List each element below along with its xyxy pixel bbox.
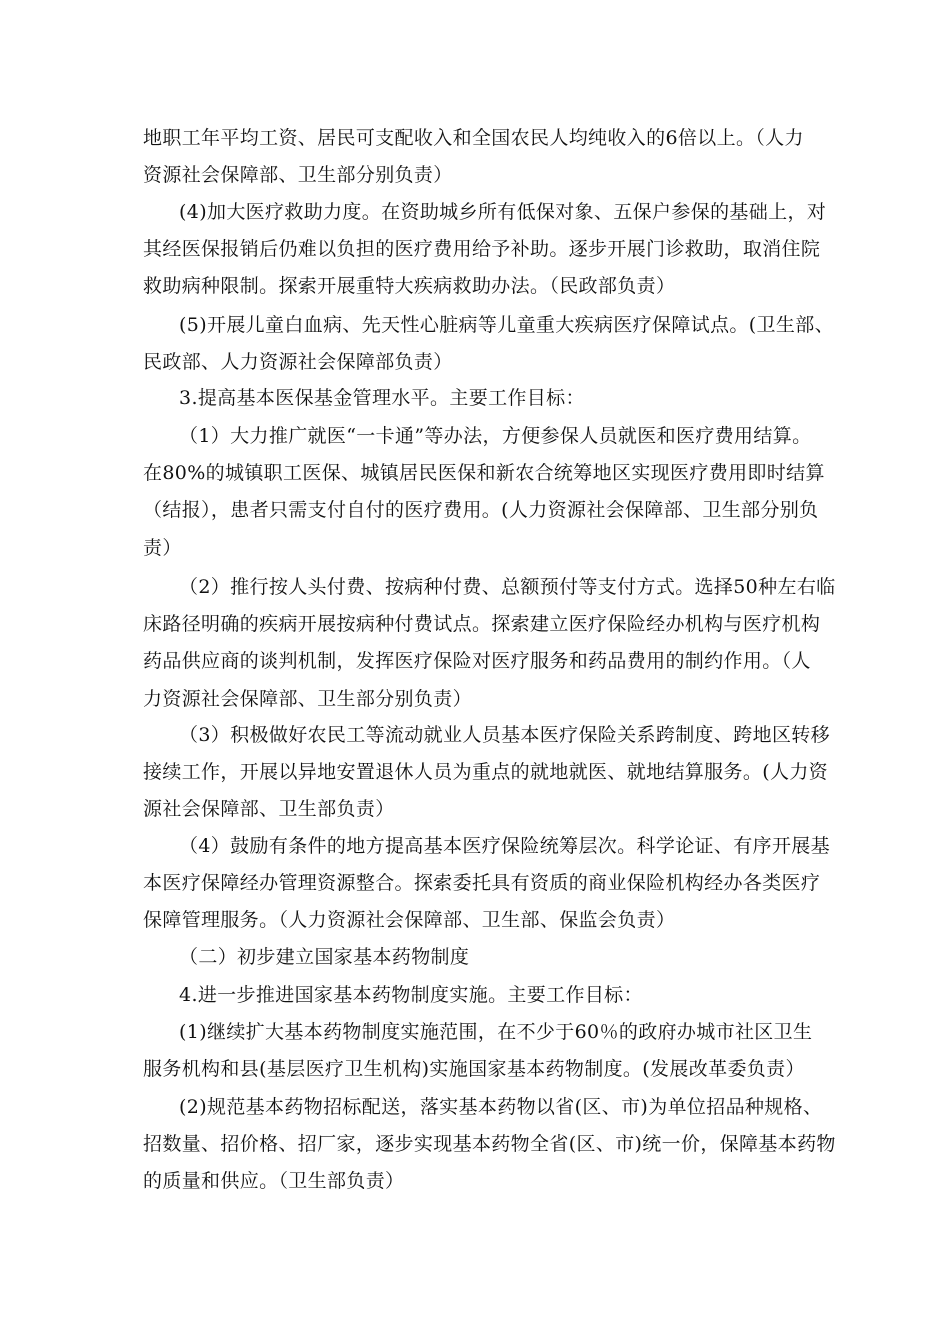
text-line: 3.提高基本医保基金管理水平。主要工作目标： <box>179 387 585 409</box>
text-line: 服务机构和县(基层医疗卫生机构)实施国家基本药物制度。(发展改革委负责） <box>143 1058 805 1080</box>
text-line: （4）鼓励有条件的地方提高基本医疗保险统筹层次。科学论证、有序开展基 <box>179 835 830 857</box>
text-line: 接续工作，开展以异地安置退休人员为重点的就地就医、就地结算服务。(人力资 <box>143 761 829 783</box>
text-line: （3）积极做好农民工等流动就业人员基本医疗保险关系跨制度、跨地区转移 <box>179 724 830 746</box>
text-line: 资源社会保障部、卫生部分别负责） <box>143 164 453 186</box>
text-line: 本医疗保障经办管理资源整合。探索委托具有资质的商业保险机构经办各类医疗 <box>143 872 821 894</box>
text-line: 床路径明确的疾病开展按病种付费试点。探索建立医疗保险经办机构与医疗机构 <box>143 613 821 635</box>
text-line: 其经医保报销后仍难以负担的医疗费用给予补助。逐步开展门诊救助，取消住院 <box>143 238 821 260</box>
text-line: 4.进一步推进国家基本药物制度实施。主要工作目标： <box>179 984 643 1006</box>
text-line: （1）大力推广就医“一卡通”等办法，方便参保人员就医和医疗费用结算。 <box>179 425 812 447</box>
text-line: （结报），患者只需支付自付的医疗费用。(人力资源社会保障部、卫生部分别负 <box>143 499 819 521</box>
text-line: (4)加大医疗救助力度。在资助城乡所有低保对象、五保户参保的基础上，对 <box>179 201 827 223</box>
text-line: (1)继续扩大基本药物制度实施范围，在不少于60％的政府办城市社区卫生 <box>179 1021 813 1043</box>
text-line: 保障管理服务。（人力资源社会保障部、卫生部、保监会负责） <box>143 909 676 931</box>
text-line: （二）初步建立国家基本药物制度 <box>179 946 470 968</box>
text-line: 民政部、人力资源社会保障部负责） <box>143 351 453 373</box>
text-line: 在80%的城镇职工医保、城镇居民医保和新农合统筹地区实现医疗费用即时结算 <box>143 462 825 484</box>
text-line: （2）推行按人头付费、按病种付费、总额预付等支付方式。选择50种左右临 <box>179 576 836 598</box>
text-line: 救助病种限制。探索开展重特大疾病救助办法。（民政部负责） <box>143 275 676 297</box>
text-line: 源社会保障部、卫生部负责） <box>143 798 395 820</box>
text-line: 招数量、招价格、招厂家，逐步实现基本药物全省(区、市)统一价，保障基本药物 <box>143 1133 836 1155</box>
text-line: 地职工年平均工资、居民可支配收入和全国农民人均纯收入的6倍以上。（人力 <box>143 127 804 149</box>
text-line: (5)开展儿童白血病、先天性心脏病等儿童重大疾病医疗保障试点。(卫生部、 <box>179 314 834 336</box>
text-line: 责） <box>143 537 182 559</box>
text-line: (2)规范基本药物招标配送，落实基本药物以省(区、市)为单位招品种规格、 <box>179 1096 823 1118</box>
text-line: 的质量和供应。（卫生部负责） <box>143 1170 405 1192</box>
text-line: 力资源社会保障部、卫生部分别负责） <box>143 688 472 710</box>
text-line: 药品供应商的谈判机制，发挥医疗保险对医疗服务和药品费用的制约作用。（人 <box>143 650 811 672</box>
